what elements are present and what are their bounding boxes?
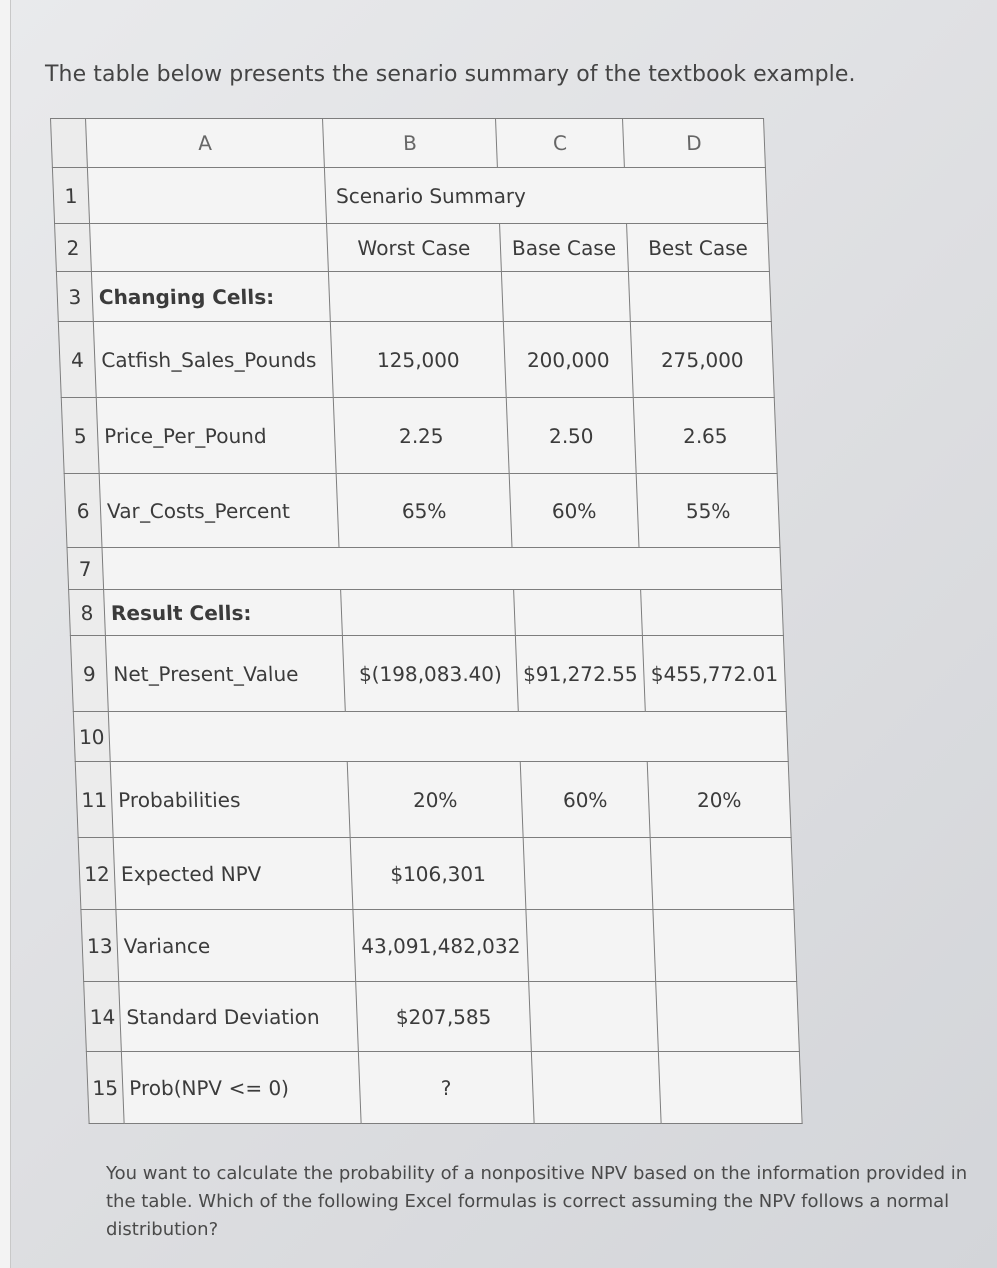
table-row [69, 590, 784, 636]
cell-a4[interactable]: Catfish_Sales_Pounds [93, 322, 333, 398]
cell-b5[interactable]: 2.25 [333, 398, 509, 474]
table-row [70, 636, 786, 712]
cell-a15[interactable]: Prob(NPV <= 0) [121, 1052, 361, 1124]
cell-d3[interactable] [628, 272, 771, 322]
column-header-c[interactable]: C [496, 119, 625, 168]
cell-a3[interactable]: Changing Cells: [91, 272, 330, 322]
cell-b4[interactable]: 125,000 [330, 322, 506, 398]
cell-d15[interactable] [658, 1052, 802, 1124]
table-row [84, 982, 800, 1052]
row-number: 13 [81, 910, 119, 982]
intro-text: The table below presents the senario summary of the textbook example. [45, 62, 856, 87]
cell-c14[interactable] [529, 982, 659, 1052]
cell-d2[interactable]: Best Case [627, 224, 770, 272]
column-header-a[interactable]: A [86, 119, 325, 168]
cell-d5[interactable]: 2.65 [633, 398, 777, 474]
cell-a7[interactable] [102, 548, 782, 590]
cell-d4[interactable]: 275,000 [630, 322, 774, 398]
cell-d14[interactable] [656, 982, 800, 1052]
row-number: 14 [84, 982, 122, 1052]
cell-b3[interactable] [328, 272, 503, 322]
column-header-d[interactable]: D [623, 119, 766, 168]
cell-b8[interactable] [341, 590, 516, 636]
cell-a11[interactable]: Probabilities [110, 762, 350, 838]
cell-c12[interactable] [523, 838, 653, 910]
question-text: You want to calculate the probability of a nonpositive NPV based on the information provided in the table. Which of the following Excel formulas is correct assuming the NPV follows a normal distribution? [106, 1163, 968, 1240]
cell-c2[interactable]: Base Case [500, 224, 629, 272]
scenario-summary-table [50, 118, 803, 1124]
cell-c4[interactable]: 200,000 [503, 322, 633, 398]
table-row [67, 548, 782, 590]
cell-b12[interactable]: $106,301 [350, 838, 526, 910]
window-edge [0, 0, 11, 1268]
cell-a5[interactable]: Price_Per_Pound [96, 398, 336, 474]
cell-a12[interactable]: Expected NPV [113, 838, 353, 910]
table-row [75, 762, 791, 838]
table-row [64, 474, 780, 548]
cell-b1[interactable]: Scenario Summary [324, 168, 767, 224]
cell-c6[interactable]: 60% [509, 474, 639, 548]
cell-a14[interactable]: Standard Deviation [119, 982, 359, 1052]
cell-a2[interactable] [90, 224, 329, 272]
cell-d13[interactable] [653, 910, 797, 982]
column-header-row [51, 119, 766, 168]
cell-b13[interactable]: 43,091,482,032 [353, 910, 529, 982]
cell-c11[interactable]: 60% [520, 762, 650, 838]
cell-d6[interactable]: 55% [636, 474, 780, 548]
table-row [55, 224, 770, 272]
cell-b14[interactable]: $207,585 [356, 982, 532, 1052]
cell-b6[interactable]: 65% [336, 474, 512, 548]
row-number: 7 [67, 548, 104, 590]
cell-c13[interactable] [526, 910, 656, 982]
table-row [73, 712, 788, 762]
row-number: 5 [61, 398, 99, 474]
cell-b9[interactable]: $(198,083.40) [342, 636, 518, 712]
row-number: 9 [70, 636, 108, 712]
cell-a8[interactable]: Result Cells: [104, 590, 343, 636]
cell-d8[interactable] [641, 590, 784, 636]
table-row [81, 910, 797, 982]
table-row [58, 322, 774, 398]
table-row [61, 398, 777, 474]
cell-d9[interactable]: $455,772.01 [642, 636, 786, 712]
row-number: 1 [52, 168, 89, 224]
cell-a10[interactable] [108, 712, 788, 762]
column-header-b[interactable]: B [323, 119, 498, 168]
cell-b2[interactable]: Worst Case [327, 224, 502, 272]
cell-d11[interactable]: 20% [647, 762, 791, 838]
cell-b15[interactable]: ? [358, 1052, 534, 1124]
cell-c15[interactable] [531, 1052, 661, 1124]
cell-a9[interactable]: Net_Present_Value [105, 636, 345, 712]
cell-c8[interactable] [514, 590, 643, 636]
row-number: 4 [58, 322, 96, 398]
cell-d12[interactable] [650, 838, 794, 910]
row-number: 12 [78, 838, 116, 910]
row-number: 6 [64, 474, 102, 548]
table-row [52, 168, 767, 224]
cell-a13[interactable]: Variance [116, 910, 356, 982]
row-number: 2 [55, 224, 92, 272]
row-number: 11 [75, 762, 113, 838]
table-row [78, 838, 794, 910]
cell-c3[interactable] [501, 272, 630, 322]
row-number: 3 [56, 272, 93, 322]
cell-a1[interactable] [87, 168, 326, 224]
cell-c5[interactable]: 2.50 [506, 398, 636, 474]
row-number: 15 [86, 1052, 124, 1124]
cell-b11[interactable]: 20% [347, 762, 523, 838]
cell-a6[interactable]: Var_Costs_Percent [99, 474, 339, 548]
table-row [86, 1052, 802, 1124]
corner-cell[interactable] [51, 119, 88, 168]
table-row [56, 272, 771, 322]
cell-c9[interactable]: $91,272.55 [515, 636, 645, 712]
row-number: 8 [69, 590, 106, 636]
row-number: 10 [73, 712, 110, 762]
